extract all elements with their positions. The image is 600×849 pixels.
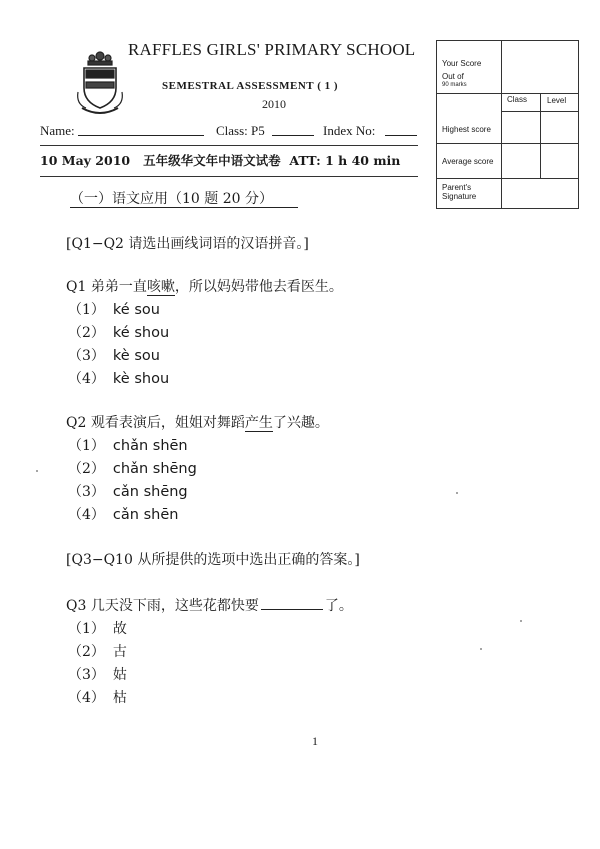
- name-field[interactable]: [78, 123, 204, 140]
- score-box: [436, 40, 579, 209]
- exam-details-line: [40, 151, 400, 169]
- q1-option-3[interactable]: （3） kè sou: [68, 348, 160, 364]
- allotted-time: ATT: 1 h 40 min: [289, 153, 401, 168]
- question-2: Q2 观看表演后，姐姐对舞蹈产生了兴趣。: [66, 415, 329, 431]
- q2-option-3[interactable]: （3） cǎn shēng: [68, 484, 188, 500]
- index-field[interactable]: [385, 123, 417, 140]
- assessment-title: SEMESTRAL ASSESSMENT ( 1 ): [162, 80, 339, 92]
- divider-bottom: [40, 176, 418, 177]
- question-3: Q3 几天没下雨，这些花都快要 了。: [66, 595, 353, 615]
- q3-option-2[interactable]: （2） 古: [68, 644, 127, 660]
- student-info-row: [40, 123, 420, 139]
- name-label: Name:: [40, 123, 75, 138]
- level-column-header: Level: [547, 96, 567, 105]
- index-label: Index No:: [323, 123, 376, 138]
- your-score-label: Your Score: [442, 59, 482, 68]
- out-of-label: Out of: [442, 72, 464, 81]
- q2-underlined-word: 产生: [244, 415, 273, 431]
- class-field[interactable]: [272, 123, 314, 140]
- q1-option-2[interactable]: （2） ké shou: [68, 325, 170, 341]
- q2-option-2[interactable]: （2） chǎn shēng: [68, 461, 197, 477]
- marks-label: 90 marks: [442, 82, 467, 88]
- section-heading: [70, 188, 273, 208]
- q2-option-1[interactable]: （1） chǎn shēn: [68, 438, 188, 454]
- q1-option-4[interactable]: （4） kè shou: [68, 371, 170, 387]
- q3-answer-blank: [261, 595, 323, 610]
- q1-option-1[interactable]: （1） ké sou: [68, 302, 160, 318]
- section-title-text: （一）语文应用（10 题 20 分）: [70, 191, 273, 207]
- paper-title: 五年级华文年中语文试卷: [143, 153, 281, 168]
- scan-speck: [36, 470, 38, 472]
- signature-label: Signature: [442, 192, 477, 201]
- class-label: Class: P5: [216, 123, 265, 138]
- q2-option-4[interactable]: （4） cǎn shēn: [68, 507, 179, 523]
- instruction-q3-q10: [Q3−Q10 从所提供的选项中选出正确的答案。]: [66, 552, 360, 568]
- q3-option-3[interactable]: （3） 姑: [68, 667, 127, 683]
- page-number: 1: [312, 734, 318, 748]
- question-1: Q1 弟弟一直咳嗽，所以妈妈带他去看医生。: [66, 279, 343, 295]
- assessment-year: 2010: [262, 97, 286, 111]
- average-score-label: Average score: [442, 157, 494, 166]
- instruction-q1-q2: [Q1−Q2 请选出画线词语的汉语拼音。]: [66, 236, 309, 252]
- school-name: RAFFLES GIRLS' PRIMARY SCHOOL: [128, 40, 416, 59]
- highest-score-label: Highest score: [442, 125, 491, 134]
- divider-top: [40, 145, 418, 146]
- parent-label: Parent's: [442, 183, 472, 192]
- class-column-header: Class: [507, 95, 528, 104]
- q3-option-1[interactable]: （1） 故: [68, 621, 127, 637]
- q1-underlined-word: 咳嗽: [146, 279, 175, 295]
- q3-option-4[interactable]: （4） 枯: [68, 690, 127, 706]
- exam-date: 10 May 2010: [40, 153, 131, 168]
- scan-speck: [480, 648, 482, 650]
- scan-speck: [456, 492, 458, 494]
- school-crest-logo: [72, 48, 128, 116]
- scan-speck: [520, 620, 522, 622]
